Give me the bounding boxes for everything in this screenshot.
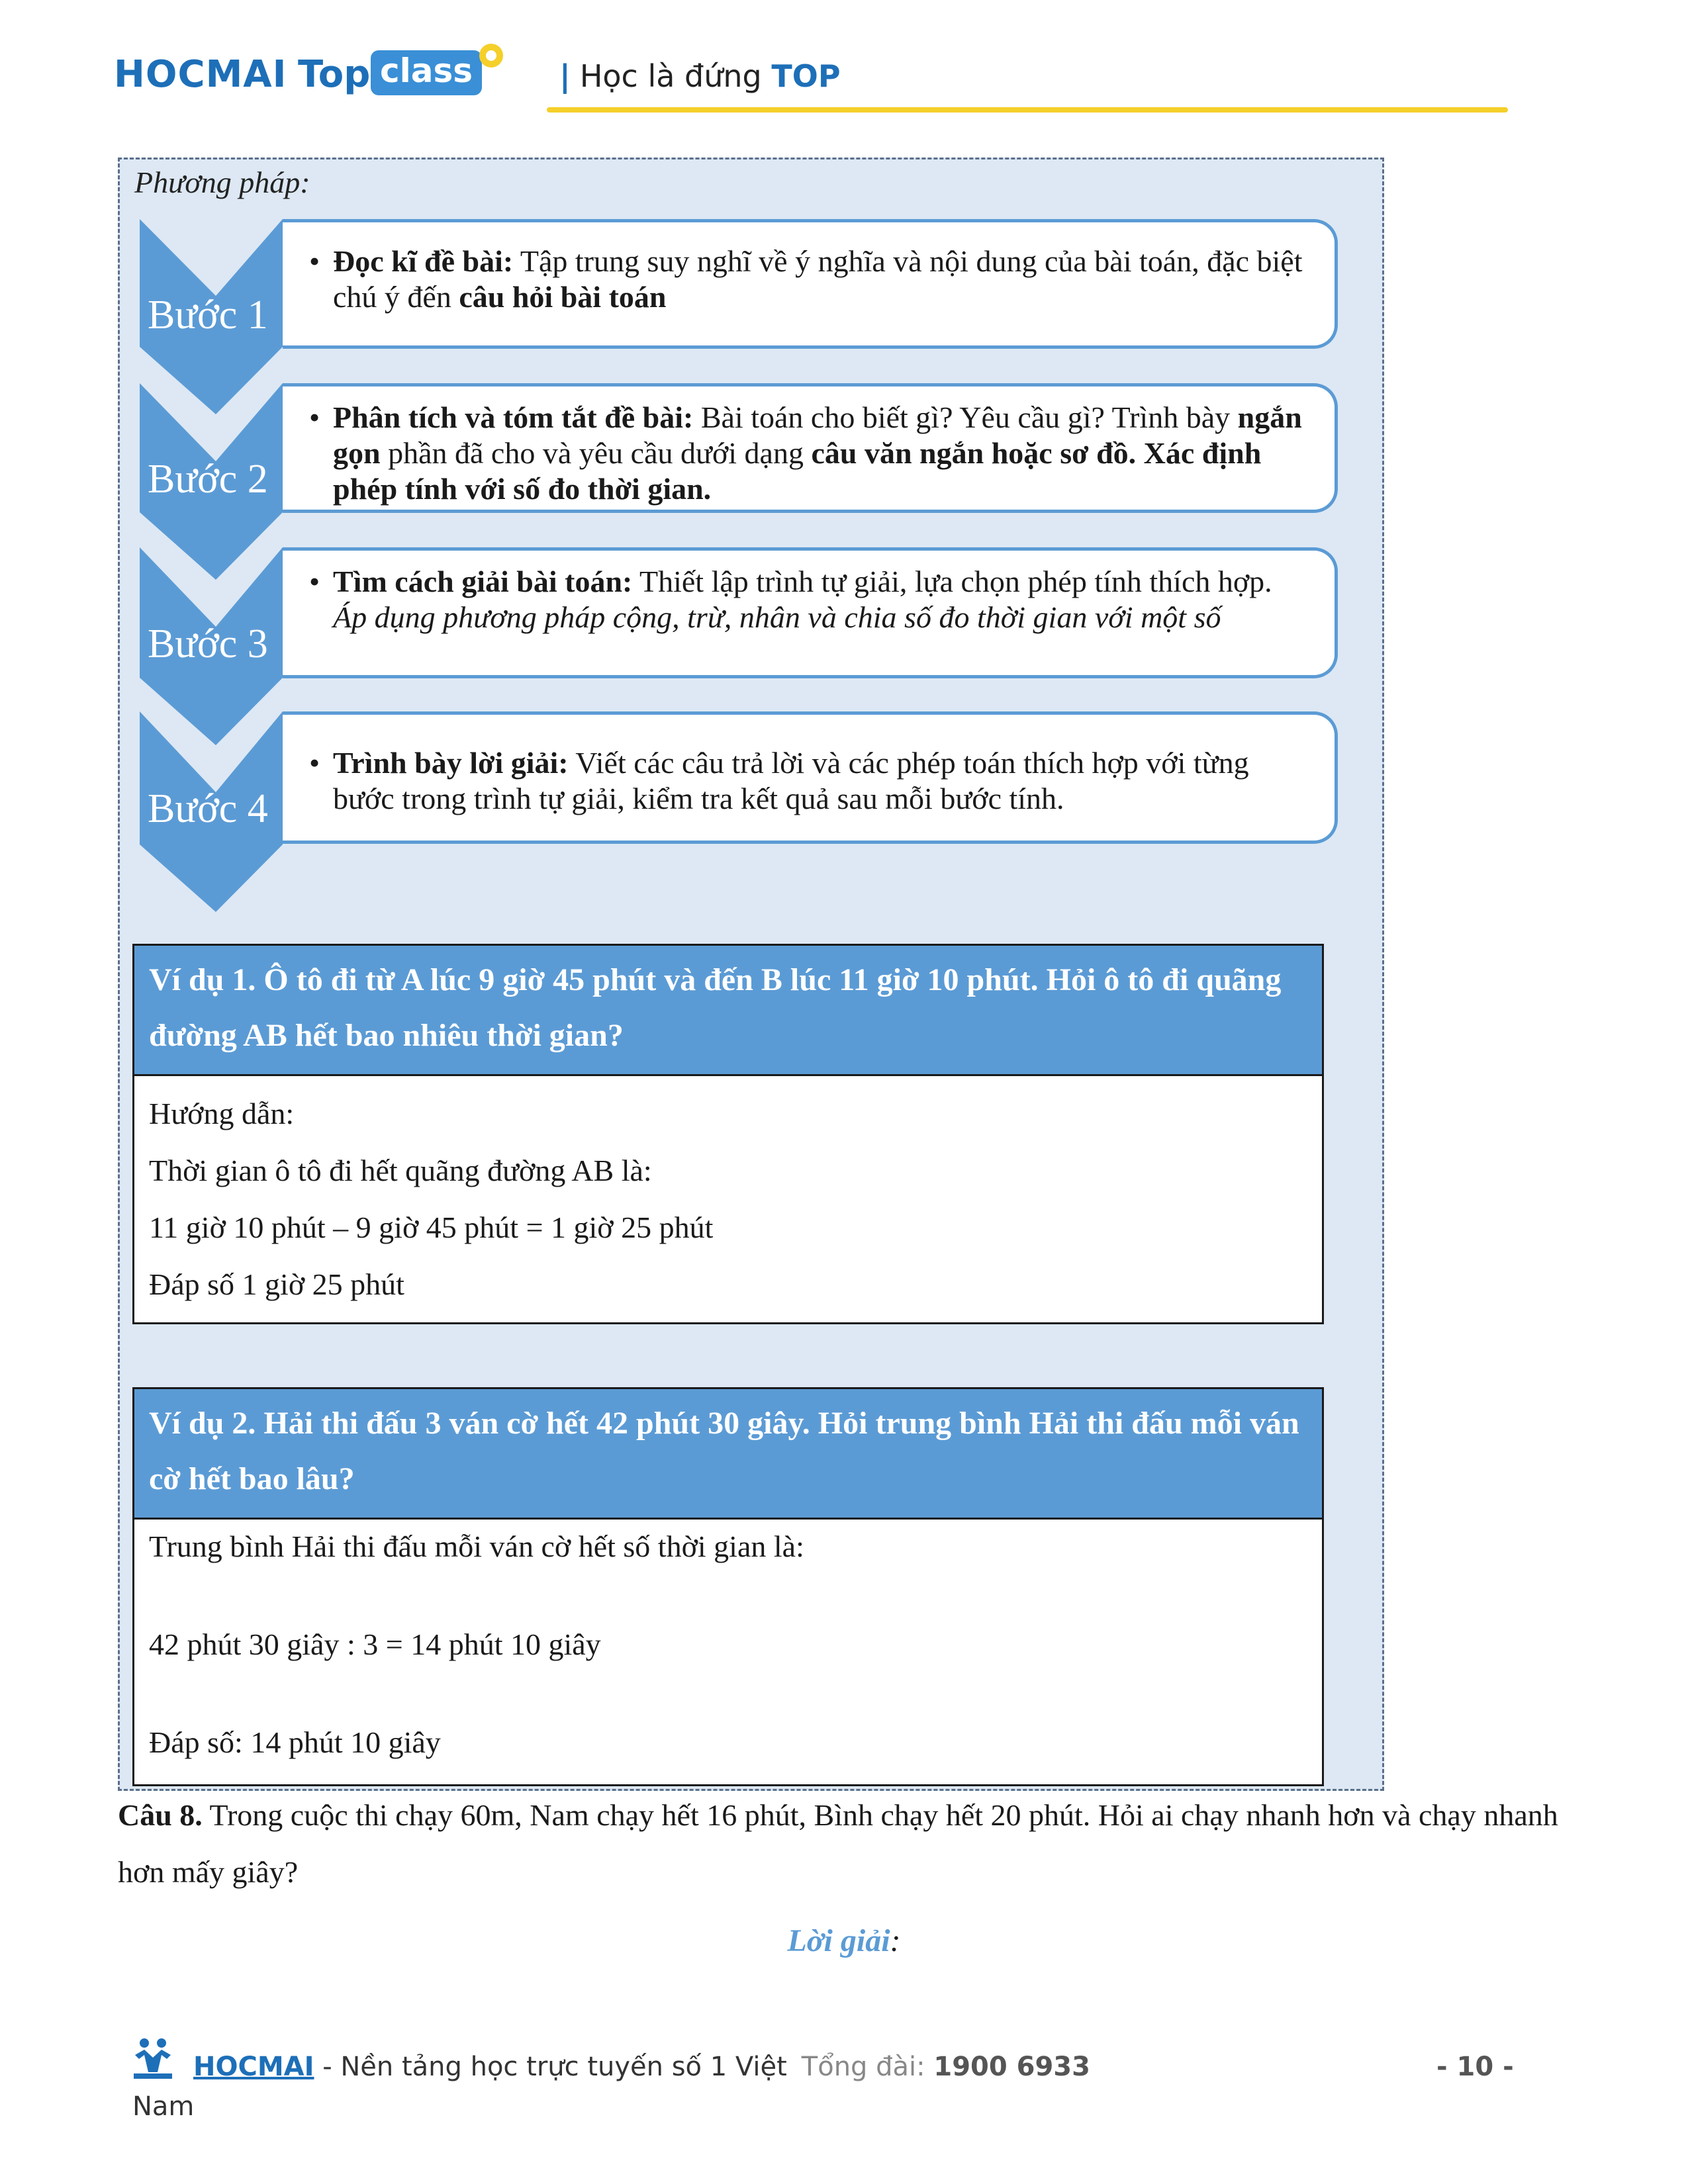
footer-tagline: - Nền tảng học trực tuyến số 1 Việt [314, 2052, 787, 2082]
example-1-body [134, 1076, 1322, 1322]
step-1-bold2: câu hỏi bài toán [459, 280, 667, 314]
example-2-line: Trung bình Hải thi đấu mỗi ván cờ hết số thời gian là: [149, 1529, 804, 1563]
bullet: • [309, 565, 320, 598]
question-text: Trong cuộc thi chạy 60m, Nam chạy hết 16 phút, Bình chạy hết 20 phút. Hỏi ai chạy nhanh hơn và chạy nhanh hơn mấy giây? [118, 1798, 1558, 1889]
step-3-bold: Tìm cách giải bài toán: [333, 565, 633, 598]
step-2-card [283, 383, 1338, 513]
logo-hocmai-text: HOCMAI [114, 53, 287, 96]
header-rule [547, 107, 1508, 113]
tagline-top: TOP [771, 58, 841, 94]
step-1-label: Bước 1 [148, 293, 268, 338]
step-2-text2: phần đã cho và yêu cầu dưới dạng [380, 436, 812, 470]
example-1-heading: Ví dụ 1. Ô tô đi từ A lúc 9 giờ 45 phút và đến B lúc 11 giờ 10 phút. Hỏi ô tô đi quãng đường AB hết bao nhiêu thời gian? [134, 946, 1322, 1076]
step-4-text: Viết các câu trả lời và các phép toán thích hợp với từng bước trong trình tự giải, kiểm tra kết quả sau mỗi bước tính. [333, 746, 1249, 815]
footer-text [193, 2052, 1090, 2082]
page-number: - 10 - [1436, 2052, 1514, 2082]
step-3-card [283, 547, 1338, 678]
star-icon [477, 41, 506, 70]
hotline-label: Tổng đài: [801, 2052, 934, 2082]
example-1-line: Hướng dẫn: [149, 1097, 295, 1130]
example-2-line [149, 1571, 1307, 1620]
example-2-heading: Ví dụ 2. Hải thi đấu 3 ván cờ hết 42 phút 30 giây. Hỏi trung bình Hải thi đấu mỗi ván cờ hết bao lâu? [134, 1389, 1322, 1520]
step-3-italic: Áp dụng phương pháp cộng, trừ, nhân và chia số đo thời gian với một số [333, 600, 1221, 634]
step-4-bold: Trình bày lời giải: [333, 746, 569, 780]
footer-brand-link[interactable]: HOCMAI [193, 2052, 314, 2082]
bullet: • [309, 746, 320, 780]
example-2-line [149, 1669, 1307, 1718]
example-2-table [132, 1387, 1324, 1786]
bullet: • [309, 400, 320, 434]
question-8 [118, 1787, 1587, 1901]
hocmai-footer-logo-icon [130, 2035, 176, 2081]
question-label: Câu 8. [118, 1798, 203, 1832]
example-2-line: 42 phút 30 giây : 3 = 14 phút 10 giây [149, 1627, 601, 1661]
hocmai-topclass-logo [114, 41, 524, 114]
step-2-label: Bước 2 [148, 457, 268, 502]
tagline-separator: | [559, 58, 571, 94]
logo-top-text: Top [298, 53, 371, 96]
step-2-text: Bài toán cho biết gì? Yêu cầu gì? Trình bày [693, 400, 1238, 434]
bullet: • [309, 244, 320, 278]
footer-line-2: Nam [132, 2091, 195, 2122]
solution-title [0, 1923, 1688, 1959]
step-4-card [283, 711, 1338, 844]
step-1-bold: Đọc kĩ đề bài: [333, 244, 514, 278]
example-1-table [132, 944, 1324, 1324]
step-2-bold3: câu văn ngắn hoặc sơ đồ. Xác định phép tính với số đo thời gian. [333, 436, 1262, 506]
header-tagline [559, 58, 841, 94]
example-2-line: Đáp số: 14 phút 10 giây [149, 1725, 441, 1759]
step-3-text: Thiết lập trình tự giải, lựa chọn phép tính thích hợp. [632, 565, 1272, 598]
example-2-body [134, 1520, 1322, 1784]
example-1-line: 11 giờ 10 phút – 9 giờ 45 phút = 1 giờ 25 phút [149, 1210, 714, 1244]
solution-label: Lời giải [787, 1923, 890, 1958]
example-1-line: Thời gian ô tô đi hết quãng đường AB là: [149, 1154, 652, 1187]
example-1-line: Đáp số 1 giờ 25 phút [149, 1267, 404, 1301]
step-2-bold: Phân tích và tóm tắt đề bài: [333, 400, 694, 434]
step-1-card [283, 219, 1338, 349]
step-1-text: Tập trung suy nghĩ về ý nghĩa và nội dung của bài toán, đặc biệt chú ý đến [333, 244, 1303, 314]
logo-class-badge: class [371, 50, 482, 95]
solution-colon: : [890, 1923, 901, 1958]
step-4-label: Bước 4 [148, 786, 268, 831]
method-title: Phương pháp: [134, 165, 310, 199]
step-2-bold2: ngắn gọn [333, 400, 1302, 470]
footer-hotline [802, 2052, 1090, 2082]
tagline-text: Học là đứng [579, 58, 772, 94]
step-3-label: Bước 3 [148, 621, 268, 666]
hotline-number: 1900 6933 [933, 2052, 1090, 2082]
